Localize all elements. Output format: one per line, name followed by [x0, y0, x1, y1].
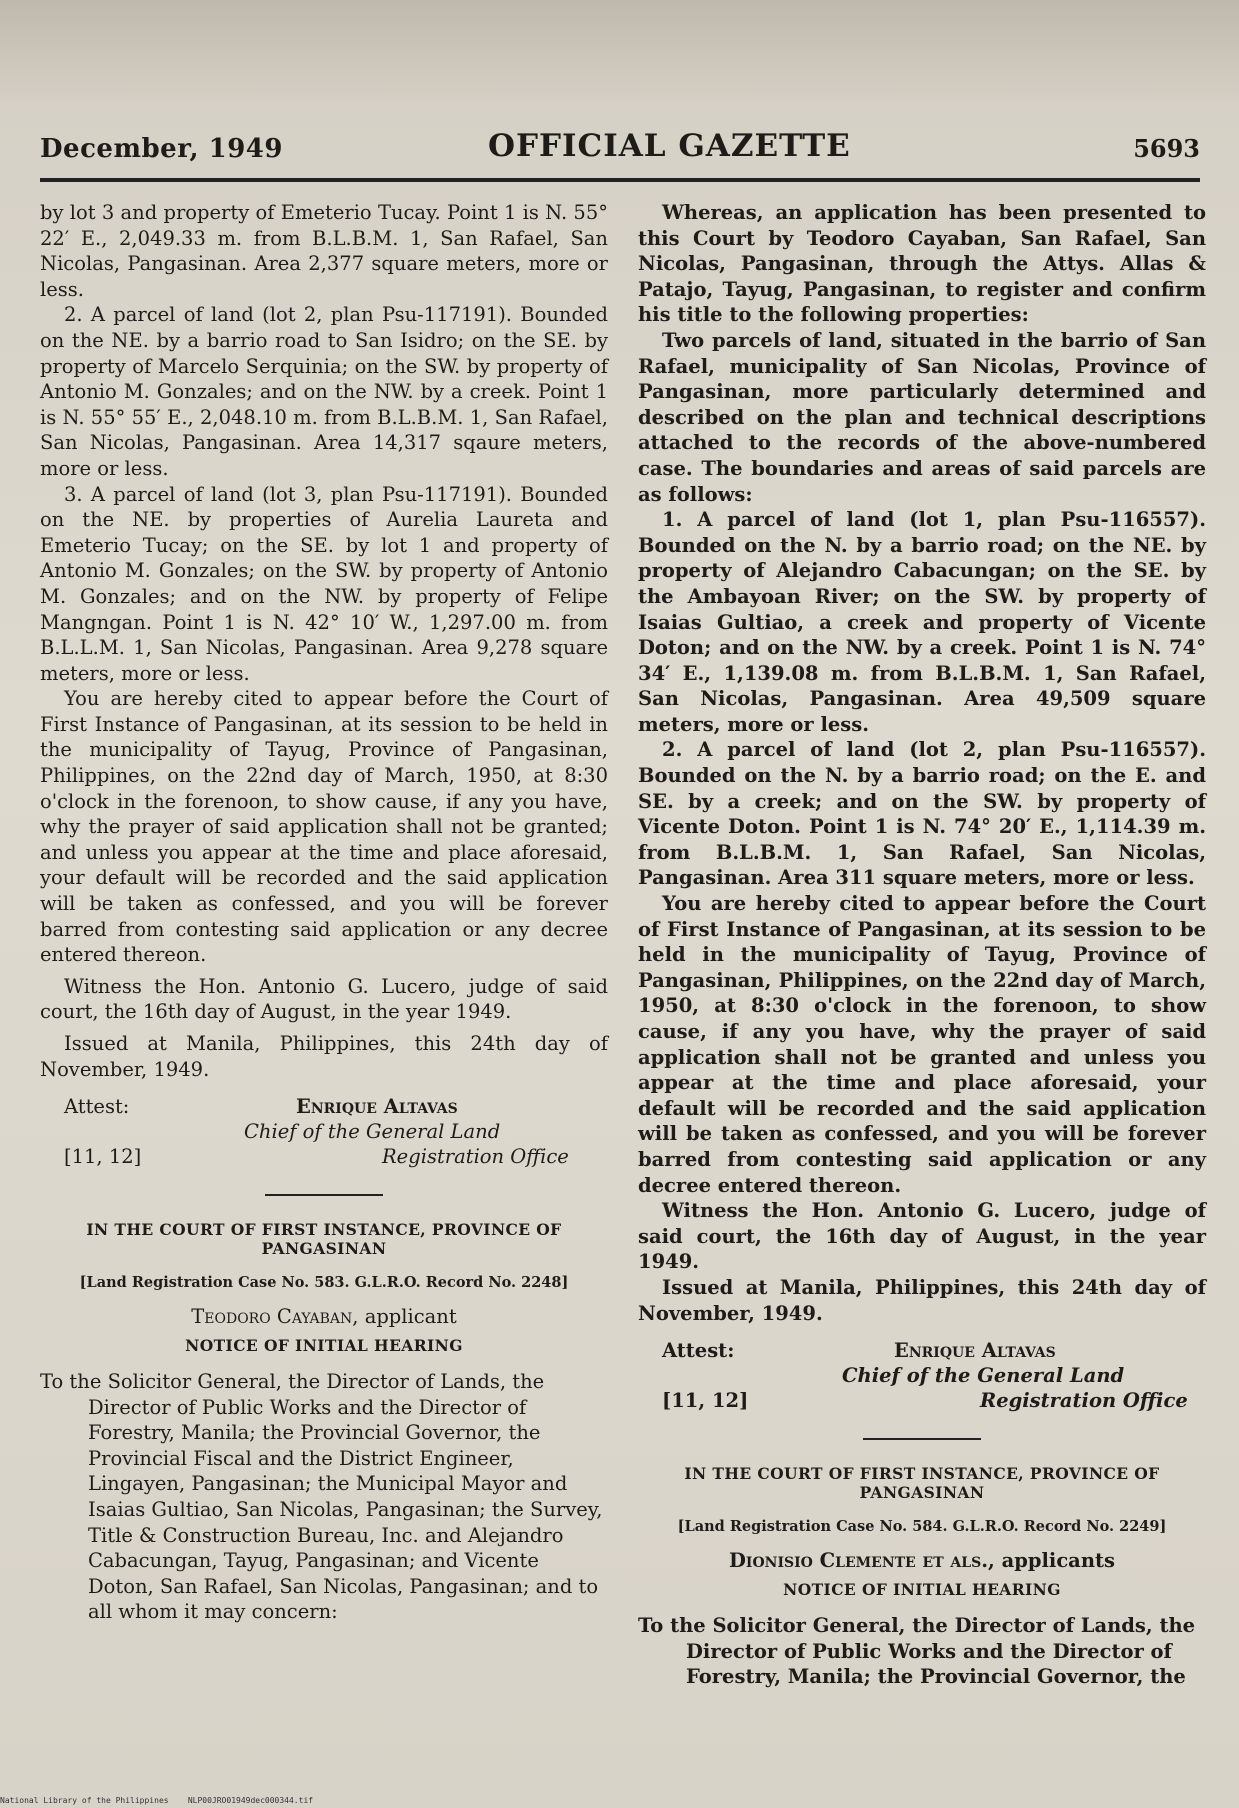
attest-label: Attest: [662, 1339, 735, 1363]
signer-name: Enrique Altavas [296, 1095, 458, 1119]
footer-file: NLP00JRO01949dec000344.tif [187, 1796, 314, 1805]
header-page-number: 5693 [1133, 134, 1200, 163]
paragraph: 3. A parcel of land (lot 3, plan Psu-117191). Bounded on the NE. by properties of Aurelia Laureta and Emeterio Tucay; on the SE. by lot 1 and property of Antonio M. Gonzales; on the SW. by property of Antonio M. Gonzales; and on the NW. by property of Felipe Mangngan. Point 1 is N. 42° 10′ W., 1,297.00 m. from B.L.L.M. 1, San Nicolas, Pangasinan. Area 9,278 square meters, more or less. [40, 482, 608, 685]
scan-footer [0, 1796, 313, 1805]
paragraph: Witness the Hon. Antonio G. Lucero, judge of said court, the 16th day of August, in the year 1949. [638, 1199, 1206, 1274]
signer-title-line2: Registration Office [980, 1389, 1188, 1413]
paragraph: Issued at Manila, Philippines, this 24th day of November, 1949. [638, 1275, 1206, 1325]
addressee-paragraph: To the Solicitor General, the Director of Lands, the Director of Public Works and the Director of Forestry, Manila; the Provincial Governor, the [638, 1613, 1196, 1689]
case-number: [Land Registration Case No. 584. G.L.R.O. Record No. 2249] [677, 1518, 1167, 1536]
signature-block [638, 1338, 1206, 1416]
paragraph: 1. A parcel of land (lot 1, plan Psu-116557). Bounded on the N. by a barrio road; on the NE. by property of Alejandro Cabacungan; on the SE. by the Ambayoan River; on the SW. by property of Isaias Gultiao, a creek and property of Vicente Doton; and on the NW. by a creek. Point 1 is N. 74° 34′ E., 1,139.08 m. from B.L.B.M. 1, San Rafael, San Nicolas, Pangasinan. Area 49,509 square meters, more or less. [638, 508, 1206, 736]
section-divider [265, 1194, 383, 1196]
applicant-role: applicant [364, 1304, 457, 1328]
court-heading: IN THE COURT OF FIRST INSTANCE, PROVINCE OF PANGASINAN [86, 1220, 562, 1259]
issue-reference: [11, 12] [64, 1145, 142, 1169]
signer-name: Enrique Altavas [894, 1339, 1056, 1363]
footer-library: National Library of the Philippines [0, 1796, 169, 1805]
page-header [40, 128, 1200, 172]
paragraph: You are hereby cited to appear before the Court of First Instance of Pangasinan, at its session to be held in the municipality of Tayug, Province of Pangasinan, Philippines, on the 22nd day of March, 1950, at 8:30 o'clock in the forenoon, to show cause, if any you have, why the prayer of said application shall not be granted and unless you appear at the time and place aforesaid, your default will be recorded and the said application will be taken as confessed, and you will be forever barred from contesting said application or any decree entered thereon. [638, 892, 1206, 1197]
paragraph: 2. A parcel of land (lot 2, plan Psu-117191). Bounded on the NE. by a barrio road to San Isidro; on the SE. by property of Marcelo Serquinia; on the SW. by property of Antonio M. Gonzales; and on the NW. by a creek. Point 1 is N. 55° 55′ E., 2,048.10 m. from B.L.B.M. 1, San Rafael, San Nicolas, Pangasinan. Area 14,317 sqaure meters, more or less. [40, 303, 608, 480]
header-publication: OFFICIAL GAZETTE [488, 128, 851, 164]
paragraph: You are hereby cited to appear before the Court of First Instance of Pangasinan, at its session to be held in the municipality of Tayug, Province of Pangasinan, Philippines, on the 22nd day of March, 1950, at 8:30 o'clock in the forenoon, to show cause, if any you have, why the prayer of said application shall not be granted; and unless you appear at the time and place aforesaid, your default will be recorded and the said application will be taken as confessed, and you will be forever barred from contesting said application or any decree entered thereon. [40, 687, 608, 967]
issue-reference: [11, 12] [662, 1389, 749, 1413]
addressee-paragraph: To the Solicitor General, the Director of Lands, the Director of Public Works and the Director of Forestry, Manila; the Provincial Governor, the Provincial Fiscal and the District Engineer, Lingayen, Pangasinan; the Municipal Mayor and Isaias Gultiao, San Nicolas, Pangasinan; the Survey, Title & Construction Bureau, Inc. and Alejandro Cabacungan, Tayug, Pangasinan; and Vicente Doton, San Rafael, San Nicolas, Pangasinan; and to all whom it may concern: [40, 1369, 603, 1624]
court-heading: IN THE COURT OF FIRST INSTANCE, PROVINCE OF PANGASINAN [684, 1464, 1160, 1503]
signer-title-line2: Registration Office [382, 1145, 569, 1169]
header-date: December, 1949 [40, 134, 283, 164]
signer-title-line1: Chief of the General Land [244, 1120, 501, 1144]
section-divider [863, 1438, 981, 1440]
case-number: [Land Registration Case No. 583. G.L.R.O. Record No. 2248] [79, 1274, 569, 1292]
applicant-name: Teodoro Cayaban, [191, 1304, 359, 1328]
paragraph: by lot 3 and property of Emeterio Tucay. Point 1 is N. 55° 22′ E., 2,049.33 m. from B.L.B.M. 1, San Rafael, San Nicolas, Pangasinan. Area 2,377 square meters, more or less. [40, 201, 608, 301]
attest-label: Attest: [64, 1095, 130, 1119]
left-column [40, 200, 608, 1625]
paragraph: Witness the Hon. Antonio G. Lucero, judge of said court, the 16th day of August, in the year 1949. [40, 974, 608, 1024]
applicant-name: Dionisio Clemente et als., [729, 1548, 995, 1572]
applicant-line [638, 1548, 1206, 1574]
signer-title-line1: Chief of the General Land [842, 1364, 1125, 1388]
right-column [638, 200, 1206, 1690]
applicant-role: applicants [1001, 1548, 1115, 1572]
paragraph: Issued at Manila, Philippines, this 24th day of November, 1949. [40, 1032, 608, 1081]
signature-block [40, 1094, 608, 1172]
header-rule [40, 178, 1200, 182]
applicant-line [40, 1304, 608, 1330]
notice-heading: NOTICE OF INITIAL HEARING [185, 1336, 463, 1356]
paragraph: Two parcels of land, situated in the barrio of San Rafael, municipality of San Nicolas, Province of Pangasinan, more particularly determined and described on the plan and technical descriptions attached to the records of the above-numbered case. The boundaries and areas of said parcels are as follows: [638, 328, 1206, 506]
paragraph: 2. A parcel of land (lot 2, plan Psu-116557). Bounded on the N. by a barrio road; on the E. and SE. by a creek; and on the SW. by property of Vicente Doton. Point 1 is N. 74° 20′ E., 1,114.39 m. from B.L.B.M. 1, San Rafael, San Nicolas, Pangasinan. Area 311 square meters, more or less. [638, 738, 1206, 890]
paragraph: Whereas, an application has been presented to this Court by Teodoro Cayaban, San Rafael, San Nicolas, Pangasinan, through the Attys. Allas & Patajo, Tayug, Pangasinan, to register and confirm his title to the following properties: [638, 201, 1206, 327]
notice-heading: NOTICE OF INITIAL HEARING [783, 1580, 1061, 1600]
